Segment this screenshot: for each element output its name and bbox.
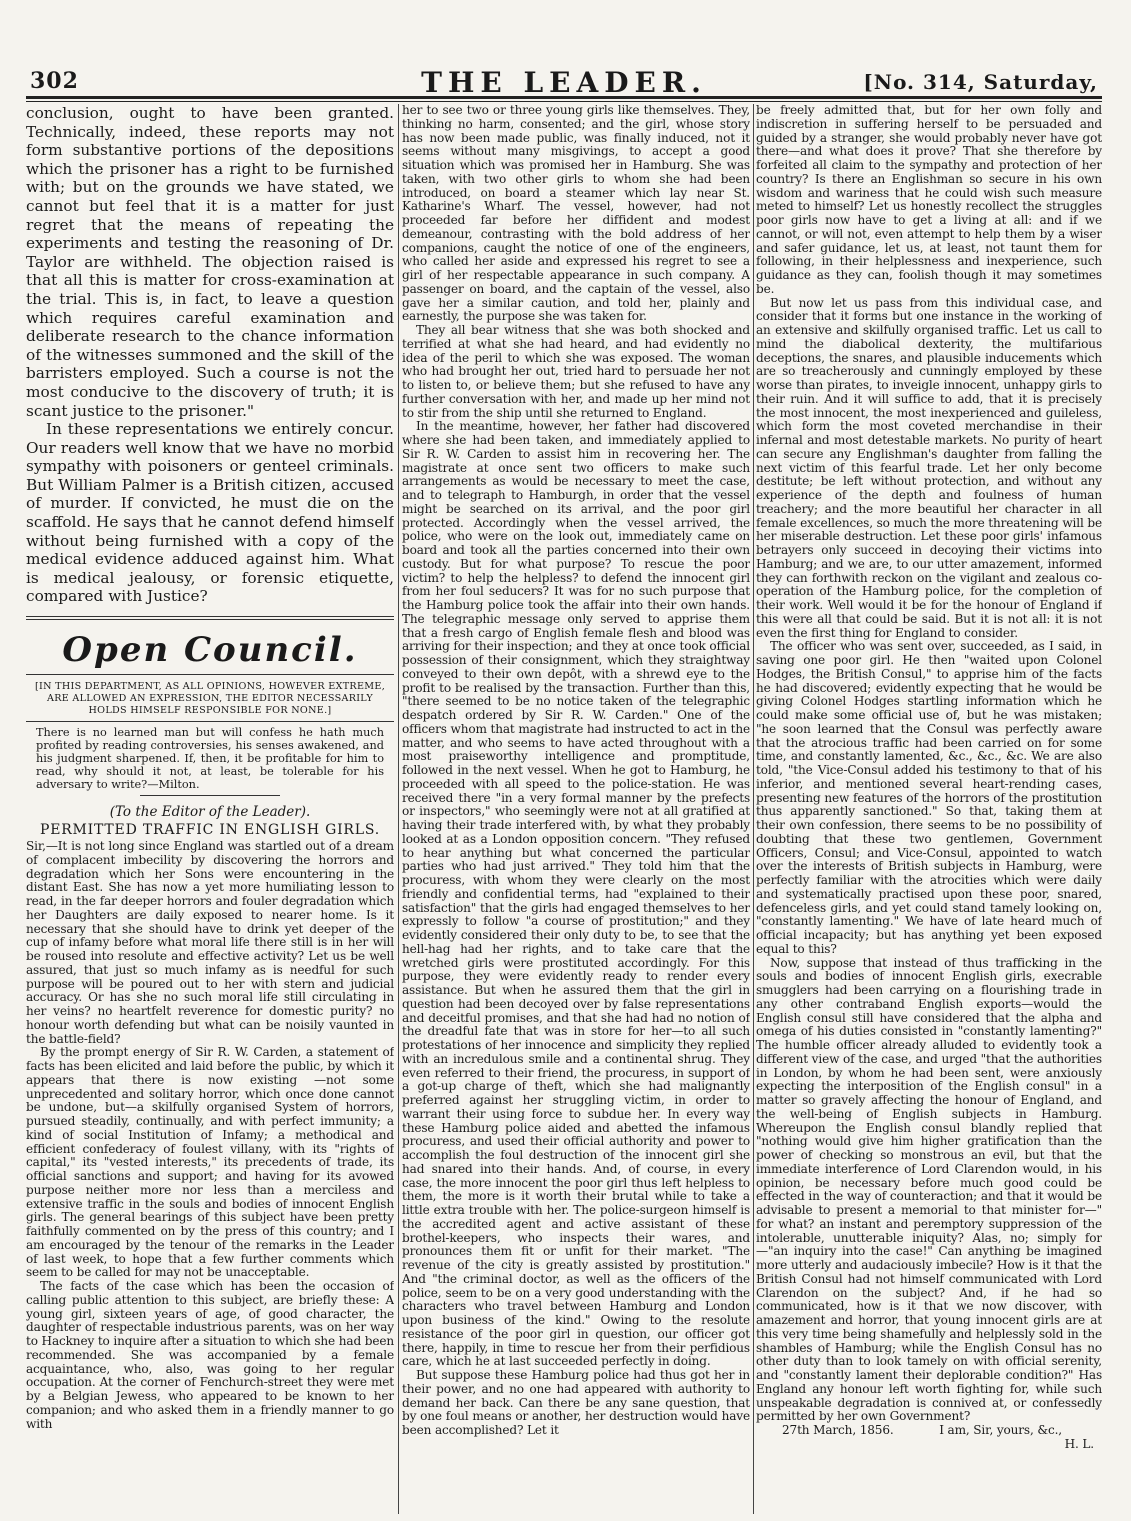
column-divider [753,104,754,1514]
page-number: 302 [30,68,79,94]
page-header [30,68,1098,98]
paragraph: But suppose these Hamburg police had thus got her in their power, and no one had appeared with authority to demand her back. Can there be any sane question, that by one foul means or another, her destruction would have been accomplished? Let it [402,1368,750,1437]
paragraph: By the prompt energy of Sir R. W. Carden, a statement of facts has been elicited and laid before the public, by which it appears that there is now existing —not some unprecedented and solitary horror, which once done cannot be undone, but—a skilfully organised System of horrors, pursued steadily, continually, and with perfect immunity; a kind of social Institution of Infamy; a methodical and efficient confederacy of foulest villany, with its "rights of capital," its "vested interests," its precedents of trade, its official sanctions and support; and having for its avowed purpose neither more nor less than a merciless and extensive traffic in the souls and bodies of innocent English girls. The general bearings of this subject have been pretty faithfully commented on by the press of this country; and I am encouraged by the tenour of the remarks in the Leader of last week, to hope that a few further comments which seem to be called for may not be unacceptable. [26,1045,394,1280]
letter-text [26,840,394,1431]
letter-addressee: (To the Editor of the Leader). [109,804,311,821]
issue-info: [No. 314, Saturday, [863,70,1098,94]
letter-title: PERMITTED TRAFFIC IN ENGLISH GIRLS. [39,822,381,839]
divider [26,674,394,675]
divider [26,721,394,722]
signoff-text: I am, Sir, yours, &c., [939,1423,1062,1437]
masthead-title: THE LEADER. [421,66,707,99]
letter-date: 27th March, 1856. [782,1423,894,1437]
paragraph: But now let us pass from this individual case, and consider that it forms but one instance in the working of an extensive and skilfully organised traffic. Let us call to mind the diabolical dexterity, the multifarious deceptions, the snares, and plausible inducements which are so treacherously and cunningly employed by these worse than pirates, to inveigle innocent, unhappy girls to their ruin. And it will suffice to add, that it is precisely the most innocent, the most inexperienced and guileless, which form the most coveted merchandise in their infernal and most detestable markets. No purity of heart can secure any Englishman's daughter from falling the next victim of this fearful trade. Let her only become destitute; be left without protection, and without any experience of the depth and foulness of human treachery; and the more beautiful her character in all female excellences, so much the more threatening will be her miserable destruction. Let these poor girls' infamous betrayers only succeed in decoying their victims into Hamburg; and we are, to our utter amazement, informed they can forthwith reckon on the vigilant and zealous co-operation of the Hamburg police, for the completion of their work. Well would it be for the honour of England if this were all that could be said. But it is not all: it is not even the first thing for England to consider. [756,295,1102,640]
paragraph: In these representations we entirely concur. Our readers well know that we have no morbid sympathy with poisoners or genteel criminals. But William Palmer is a British citizen, accused of murder. If convicted, he must die on the scaffold. He says that he cannot defend himself without being furnished with a copy of the medical evidence adduced against him. What is medical jealousy, or forensic etiquette, compared with Justice? [26,420,394,606]
milton-motto: There is no learned man but will confess he hath much profited by reading controversies, his senses awakened, and his judgment sharpened. If, then, it be profitable for him to read, why should it not, at least, be tolerable for his adversary to write?—Milton. [36,726,384,792]
letter-text [402,104,750,1438]
section-title: Open Council. [62,630,358,671]
letter-text [756,104,1102,1452]
header-rule-thin [26,101,1102,102]
section-separator [26,616,394,620]
paragraph: be freely admitted that, but for her own folly and indiscretion in suffering herself to be persuaded and guided by a stranger, she would probably never have got there—and what does it prove? That she therefore by forfeited all claim to the sympathy and protection of her country? Is there an Englishman so secure in his own wisdom and wariness that he could wish such measure meted to himself? Let us honestly recollect the struggles poor girls now have to get a living at all: and if we cannot, or will not, even attempt to help them by a wiser and safer guidance, let us, at least, not taunt them for following, in their helplessness and inexperience, such guidance as they can, foolish though it may sometimes be. [756,104,1102,296]
editorial-text [26,104,394,606]
paragraph: conclusion, ought to have been granted. Technically, indeed, these reports may not form substantive portions of the depositions which the prisoner has a right to be furnished with; but on the grounds we have stated, we cannot but feel that it is a matter for just regret that the means of repeating the experiments and testing the reasoning of Dr. Taylor are withheld. The objection raised is that all this is matter for cross-examination at the trial. This is, in fact, to leave a question which requires careful examination and deliberate research to the chance information of the witnesses summoned and the skill of the barristers employed. Such a course is not the most conducive to the discovery of truth; it is scant justice to the prisoner." [26,104,394,420]
column-divider [398,104,399,1514]
letter-signoff [756,1424,1102,1438]
column-3 [756,104,1102,1514]
column-1 [26,104,394,1514]
paragraph: In the meantime, however, her father had discovered where she had been taken, and immediately applied to Sir R. W. Carden to assist him in recovering her. The magistrate at once sent two officers to make such arrangements as would be necessary to meet the case, and to telegraph to Hamburgh, in order that the vessel might be searched on its arrival, and the poor girl protected. Accordingly when the vessel arrived, the police, who were on the look out, immediately came on board and took all the parties concerned into their own custody. But for what purpose? To rescue the poor victim? to help the helpless? to defend the innocent girl from her foul seducers? It was for no such purpose that the Hamburg police took the affair into their own hands. The telegraphic message only served to apprise them that a fresh cargo of English female flesh and blood was arriving for their inspection; and they at once took official possession of their consignment, which they straightway conveyed to their own depôt, with a shrewd eye to the profit to be realised by the transaction. Further than this, "there seemed to be no notice taken of the telegraphic despatch ordered by Sir R. W. Carden." One of the officers whom that magistrate had instructed to act in the matter, and who seems to have acted throughout with a most praiseworthy intelligence and promptitude, followed in the next vessel. When he got to Hamburg, he proceeded with all speed to the police-station. He was received there "in a very formal manner by the prefects or inspectors," who seemingly were not at all gratified at having their trade interfered with, by what they probably looked at as a London opposition concern. "They refused to hear anything but what concerned the particular parties who had just arrived." They told him that the procuress, with whom they were clearly on the most friendly and confidential terms, had "explained to their satisfaction" that the girls had engaged themselves to her expressly to follow "a course of prostitution;" and they evidently considered their only duty to be, to see that the hell-hag had her rights, and to take care that the wretched girls were prostituted accordingly. For this purpose, they were evidently ready to render every assistance. But when he assured them that the girl in question had been decoyed over by false representations and deceitful promises, and that she had had no notion of the dreadful fate that was in store for her—to all such protestations of her innocence and simplicity they replied with an incredulous smile and a continental shrug. They even referred to their friend, the procuress, in support of a got-up charge of theft, which she had malignantly preferred against her struggling victim, in order to warrant their using force to subdue her. In every way these Hamburg police aided and abetted the infamous procuress, and used their official authority and power to accomplish the foul destruction of the innocent girl she had snared into their hands. And, of course, in every case, the more innocent the poor girl thus left helpless to them, the more is it worth their brutal while to take a little extra trouble with her. The police-surgeon himself is the accredited agent and active assistant of these brothel-keepers, who inspects their wares, and pronounces them fit or unfit for their market. "The revenue of the city is greatly assisted by prostitution." And "the criminal doctor, as well as the officers of the police, seem to be on a very good understanding with the characters who travel between Hamburg and London upon business of the kind." Owing to the resolute resistance of the poor girl in question, our officer got there, happily, in time to rescue her from their perfidious care, which he at last succeeded perfectly in doing. [402,419,750,1369]
editor-disclaimer: [IN THIS DEPARTMENT, AS ALL OPINIONS, HOWEVER EXTREME, ARE ALLOWED AN EXPRESSION, THE EDITOR NECESSARILY HOLDS HIMSELF RESPONSIBLE FOR NONE.] [34,681,386,717]
paragraph: Now, suppose that instead of thus trafficking in the souls and bodies of innocent English girls, execrable smugglers had been carrying on a flourishing trade in any other contraband English exports—would the English consul still have considered that the alpha and omega of his duties consisted in "constantly lamenting?" The humble officer already alluded to evidently took a different view of the case, and urged "that the authorities in London, by whom he had been sent, were anxiously expecting the interposition of the English consul" in a matter so gravely affecting the honour of England, and the well-being of English subjects in Hamburg. Whereupon the English consul blandly replied that "nothing would give him higher gratification than the power of checking so monstrous an evil, but that the immediate interference of Lord Clarendon would, in his opinion, be necessary before much good could be effected in the way of counteraction; and that it would be advisable to present a memorial to that minister for—" for what? an instant and peremptory suppression of the intolerable, unutterable iniquity? Alas, no; simply for—"an inquiry into the case!" Can anything be imagined more utterly and audaciously imbecile? How is it that the British Consul had not himself communicated with Lord Clarendon on the subject? And, if he had so communicated, how is it that we now discover, with amazement and horror, that young innocent girls are at this very time being shamefully and helplessly sold in the shambles of Hamburg; while the English Consul has no other duty than to look tamely on with official serenity, and "constantly lament their deplorable condition?" Has England any honour left worth fighting for, while such unspeakable degradation is connived at, or confessedly permitted by her own Government? [756,955,1102,1424]
column-2 [402,104,750,1514]
divider [140,795,280,796]
paragraph: her to see two or three young girls like themselves. They, thinking no harm, consented; and the girl, whose story has now been made public, was finally induced, not it seems without many misgivings, to accept a good situation which was promised her in Hamburg. She was taken, with two other girls to whom she had been introduced, on board a steamer which lay near St. Katharine's Wharf. The vessel, however, had not proceeded far before her diffident and modest demeanour, contrasting with the bold address of her companions, caught the notice of one of the engineers, who called her aside and expressed his regret to see a girl of her respectable appearance in such company. A passenger on board, and the captain of the vessel, also gave her a similar caution, and told her, plainly and earnestly, the purpose she was taken for. [402,104,750,324]
paragraph: The facts of the case which has been the occasion of calling public attention to this subject, are briefly these: A young girl, sixteen years of age, of good character, the daughter of respectable industrious parents, was on her way to Hackney to inquire after a situation to which she had been recommended. She was accompanied by a female acquaintance, who, also, was going to her regular occupation. At the corner of Fenchurch-street they were met by a Belgian Jewess, who appeared to be known to her companion; and who asked them in a friendly manner to go with [26,1279,394,1431]
paragraph: The officer who was sent over, succeeded, as I said, in saving one poor girl. He then "waited upon Colonel Hodges, the British Consul," to apprise him of the facts he had discovered; evidently expecting that he would be giving Colonel Hodges startling information which he could make some official use of, but he was mistaken; "he soon learned that the Consul was perfectly aware that the atrocious traffic had been carried on for some time, and constantly lamented, &c., &c., &c. We are also told, "the Vice-Consul added his testimony to that of his inferior, and mentioned several heart-rending cases, presenting new features of the horrors of the prostitution thus apparently sanctioned." So that, taking them at their own confession, there seems to be no possibility of doubting that these two gentlemen, Government Officers, Consul; and Vice-Consul, appointed to watch over the interests of British subjects in Hamburg, were perfectly familiar with the atrocities which were daily and systematically practised upon these poor, snared, defenceless girls, and yet could stand tamely looking on, "constantly lamenting." We have of late heard much of official incapacity; but has anything yet been exposed equal to this? [756,639,1102,956]
paragraph: They all bear witness that she was both shocked and terrified at what she had heard, and had evidently no idea of the peril to which she was exposed. The woman who had brought her out, tried hard to persuade her not to listen to, or believe them; but she refused to have any further conversation with her, and made up her mind not to stir from the ship until she returned to England. [402,323,750,420]
letter-initials: H. L. [1064,1436,1094,1451]
paragraph: Sir,—It is not long since England was startled out of a dream of complacent imbecility by discovering the horrors and degradation which her Sons were encountering in the distant East. She has now a yet more humiliating lesson to read, in the far deeper horrors and fouler degradation which her Daughters are daily exposed to nearer home. Is it necessary that she should have to drink yet deeper of the cup of infamy before what moral life there still is in her will be roused into resolute and effective activity? Let us be well assured, that just so much infamy as is needful for such purpose will be poured out to her with stern and judicial accuracy. Or has she no such moral life still circulating in her veins? no heartfelt reverence for domestic purity? no honour worth defending but what can be noisily vaunted in the battle-field? [26,839,394,1046]
header-rule-thick [26,96,1102,99]
